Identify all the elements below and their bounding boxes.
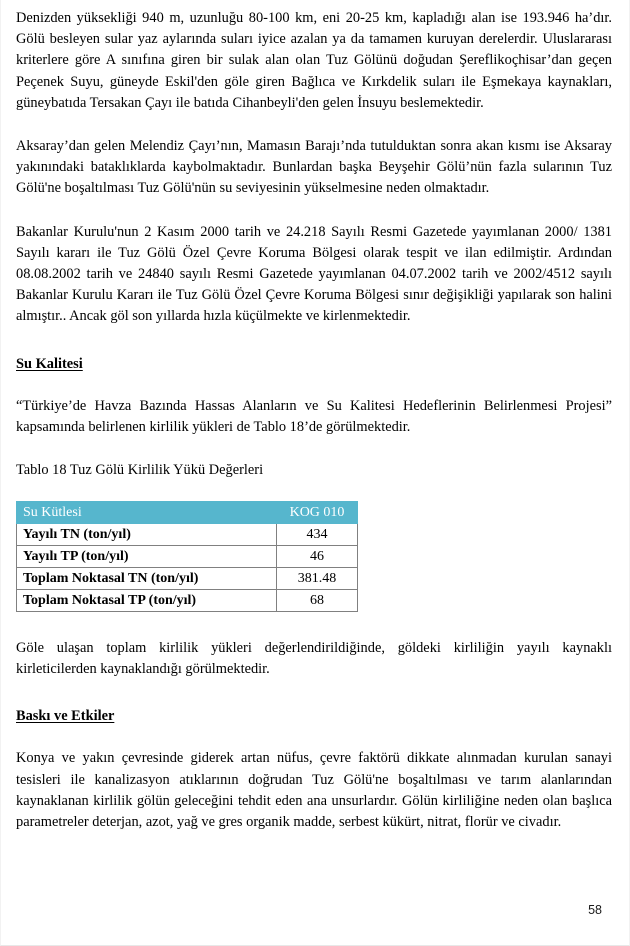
- section-spacer: [16, 328, 612, 354]
- heading-spacer: [16, 374, 612, 396]
- row-label-toplam-noktasal-tn: Toplam Noktasal TN (ton/yıl): [17, 568, 277, 590]
- row-label-toplam-noktasal-tp: Toplam Noktasal TP (ton/yıl): [17, 590, 277, 612]
- heading-wrapper-baski-ve-etkiler: [16, 706, 612, 726]
- section-spacer: [16, 680, 612, 706]
- after-table-spacer: [16, 612, 612, 638]
- row-value-toplam-noktasal-tp: 68: [277, 590, 358, 612]
- section-heading-su-kalitesi: Su Kalitesi: [16, 355, 83, 372]
- heading-wrapper-su-kalitesi: [16, 354, 612, 374]
- pollution-load-table: [16, 501, 358, 612]
- paragraph-melendiz-river: Aksaray’dan gelen Melendiz Çayı’nın, Mamasın Barajı’nda tutulduktan sonra akan kısmı ise Aksaray yakınındaki bataklıklarda kaybolmaktadır. Bunlardan başka Beyşehir Gölü’nün fazla sularının Tuz Gölü'ne boşaltılması Tuz Gölü'nün su seviyesinin yükselmesine neden olmaktadır.: [16, 138, 612, 197]
- column-header-kog-010: KOG 010: [277, 502, 358, 524]
- heading-spacer: [16, 726, 612, 748]
- table-body: [17, 524, 358, 612]
- table-header-row: [17, 502, 358, 524]
- paragraph-diffuse-sources-conclusion: Göle ulaşan toplam kirlilik yükleri değerlendirildiğinde, göldeki kirliliğin yayılı kaynaklı kirleticilerden kaynaklandığı görülmektedir.: [16, 640, 612, 678]
- page-content: [16, 8, 612, 833]
- section-heading-baski-ve-etkiler: Baskı ve Etkiler: [16, 708, 115, 725]
- paragraph-water-quality-project: “Türkiye’de Havza Bazında Hassas Alanların ve Su Kalitesi Hedeflerinin Belirlenmesi Projesi” kapsamında belirlenen kirlilik yükleri de Tablo 18’de görülmektedir.: [16, 397, 612, 435]
- table-caption-tablo-18: Tablo 18 Tuz Gölü Kirlilik Yükü Değerleri: [16, 462, 264, 479]
- row-value-toplam-noktasal-tn: 381.48: [277, 568, 358, 590]
- column-header-water-body: Su Kütlesi: [17, 502, 277, 524]
- page-number: 58: [588, 903, 602, 917]
- caption-spacer: [16, 438, 612, 460]
- paragraph-spacer: [16, 114, 612, 136]
- paragraph-lake-dimensions: Denizden yüksekliği 940 m, uzunluğu 80-100 km, eni 20-25 km, kapladığı alan ise 193.946 ha’dır. Gölü besleyen sular yaz aylarında suları iyice azalan ya da tamamen kuruyan derelerdir. Uluslararası kriterlere göre A sınıfına giren bir sulak alan olan Tuz Gölünü doğudan Şereflikoçhisar’dan geçen Peçenek Suyu, güneyde Eskil'den göle giren Bağlıca ve Kırkdelik suları ile Eşmekaya kaynakları, güneybatıda Tersakan Çayı ile batıda Cihanbeyli'den gelen İnsuyu beslemektedir.: [16, 10, 612, 111]
- row-label-yayili-tn: Yayılı TN (ton/yıl): [17, 524, 277, 546]
- table-row: [17, 524, 358, 546]
- table-row: [17, 568, 358, 590]
- paragraph-council-of-ministers-decree: Bakanlar Kurulu'nun 2 Kasım 2000 tarih ve 24.218 Sayılı Resmi Gazetede yayımlanan 2000/ 1381 Sayılı kararı ile Tuz Gölü Özel Çevre Koruma Bölgesi olarak tespit ve ilan edilmiştir. Ardından 08.08.2002 tarih ve 24840 sayılı Resmi Gazetede yayımlanan 04.07.2002 tarih ve 2002/4512 sayılı Bakanlar Kurulu Kararı ile Tuz Gölü Özel Çevre Koruma Bölgesi sınır değişikliği yapılarak son halini almıştır.. Ancak göl son yıllarda hızla küçülmekte ve kirlenmektedir.: [16, 223, 612, 325]
- table-spacer: [16, 480, 612, 501]
- table-row: [17, 590, 358, 612]
- table-row: [17, 546, 358, 568]
- paragraph-pressures-and-impacts: Konya ve yakın çevresinde giderek artan nüfus, çevre faktörü dikkate alınmadan kurulan sanayi tesisleri ile kanalizasyon atıklarının doğrudan Tuz Gölü'ne boşaltılması ve tarım alanlarından kaynaklanan kirlilik gölün geleceğini tehdit eden ana unsurlardır. Gölün kirliliğine neden olan başlıca parametreler deterjan, azot, yağ ve gres organik madde, serbest kükürt, nitrat, florür ve civadır.: [16, 750, 612, 831]
- row-value-yayili-tn: 434: [277, 524, 358, 546]
- row-label-yayili-tp: Yayılı TP (ton/yıl): [17, 546, 277, 568]
- row-value-yayili-tp: 46: [277, 546, 358, 568]
- paragraph-spacer: [16, 200, 612, 222]
- table-header: [17, 502, 358, 524]
